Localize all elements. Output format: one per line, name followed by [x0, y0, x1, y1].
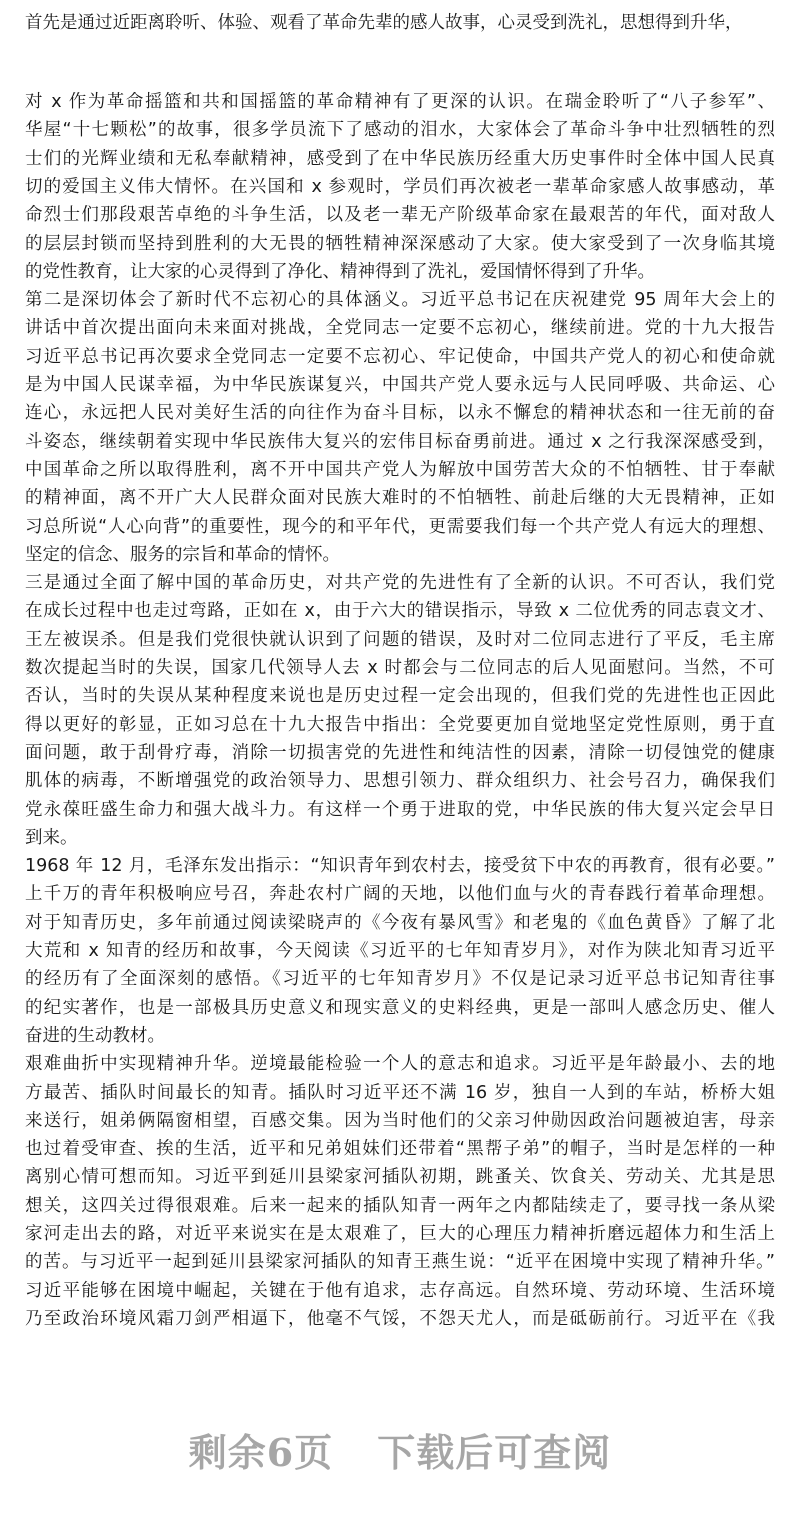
text-line: 的党性教育，让大家的心灵得到了净化、精神得到了洗礼，爱国情怀得到了升华。	[25, 261, 655, 282]
text-line: 奋进的生动教材。	[25, 1025, 165, 1046]
text-line: 离别心情可想而知。习近平到延川县梁家河插队初期，跳蚤关、饮食关、劳动关、尤其是思	[25, 1167, 775, 1188]
text-line: 坚定的信念、服务的宗旨和革命的情怀。	[25, 544, 340, 565]
download-to-view-label: 下载后可查阅	[377, 1430, 612, 1475]
text-line: 否认，当时的失误从某种程度来说也是历史过程一定会出现的，但我们党的先进性也正因此	[25, 686, 775, 707]
intro-line: 首先是通过近距离聆听、体验、观看了革命先辈的感人故事，心灵受到洗礼，思想得到升华，	[25, 13, 743, 33]
text-line: 1968 年 12 月，毛泽东发出指示：“知识青年到农村去，接受贫下中农的再教育，很有必要。”	[25, 856, 775, 877]
text-line: 家河走出去的路，对近平来说实在是太艰难了，巨大的心理压力精神折磨远超体力和生活上	[25, 1224, 775, 1244]
text-line: 的经历有了全面深刻的感悟。《习近平的七年知青岁月》不仅是记录习近平总书记知青往事	[25, 969, 775, 990]
text-line: 对 x 作为革命摇篮和共和国摇篮的革命精神有了更深的认识。在瑞金聆听了“八子参军”、	[25, 92, 775, 112]
text-line: 切的爱国主义伟大情怀。在兴国和 x 参观时，学员们再次被老一辈革命家感人故事感动，革	[25, 176, 775, 197]
text-line: 华屋“十七颗松”的故事，很多学员流下了感动的泪水，大家体会了革命斗争中壮烈牺牲的烈	[25, 120, 775, 141]
text-line: 肌体的病毒，不断增强党的政治领导力、思想引领力、群众组织力、社会号召力，确保我们	[25, 771, 775, 792]
text-line: 想关，这四关过得很艰难。后来一起来的插队知青一两年之内都陆续走了，要寻找一条从梁	[25, 1195, 775, 1216]
text-line: 到来。	[25, 827, 78, 848]
text-line: 是为中国人民谋幸福，为中华民族谋复兴，中国共产党人要永远与人民同呼吸、共命运、心	[25, 375, 775, 395]
text-line: 乃至政治环境风霜刀剑严相逼下，他毫不气馁，不怨天尤人，而是砥砺前行。习近平在《我	[25, 1308, 775, 1329]
text-line: 对于知青历史，多年前通过阅读梁晓声的《今夜有暴风雪》和老鬼的《血色黄昏》了解了北	[25, 912, 775, 933]
text-line: 大荒和 x 知青的经历和故事，今天阅读《习近平的七年知青岁月》，对作为陕北知青习近平	[25, 941, 775, 961]
text-line: 斗姿态，继续朝着实现中华民族伟大复兴的宏伟目标奋勇前进。通过 x 之行我深深感受到，	[25, 431, 775, 452]
text-line: 士们的光辉业绩和无私奉献精神，感受到了在中华民族历经重大历史事件时全体中国人民真	[25, 148, 775, 169]
text-line: 中国革命之所以取得胜利，离不开中国共产党人为解放中国劳苦大众的不怕牺牲、甘于奉献	[25, 459, 775, 480]
remaining-pages-label: 剩余6页	[188, 1430, 334, 1475]
text-line: 习近平能够在困境中崛起，关键在于他有追求，志存高远。自然环境、劳动环境、生活环境	[25, 1280, 775, 1301]
text-line: 党永葆旺盛生命力和强大战斗力。有这样一个勇于进取的党，中华民族的伟大复兴定会早日	[25, 799, 775, 820]
text-line: 三是通过全面了解中国的革命历史，对共产党的先进性有了全新的认识。不可否认，我们党	[25, 573, 775, 594]
text-line: 第二是深切体会了新时代不忘初心的具体涵义。习近平总书记在庆祝建党 95 周年大会上的	[25, 290, 775, 311]
text-line: 数次提起当时的失误，国家几代领导人去 x 时都会与二位同志的后人见面慰问。当然，不可	[25, 658, 775, 678]
text-line: 连心，永远把人民对美好生活的向往作为奋斗目标，以永不懈怠的精神状态和一往无前的奋	[25, 403, 775, 424]
text-line: 来送行，姐弟俩隔窗相望，百感交集。因为当时他们的父亲习仲勋因政治问题被迫害，母亲	[25, 1110, 775, 1131]
text-line: 面问题，敢于刮骨疗毒，消除一切损害党的先进性和纯洁性的因素，清除一切侵蚀党的健康	[25, 742, 775, 763]
text-line: 方最苦、插队时间最长的知青。插队时习近平还不满 16 岁，独自一人到的车站，桥桥大姐	[25, 1082, 775, 1103]
download-prompt[interactable]	[0, 1422, 800, 1477]
text-line: 也过着受审查、挨的生活，近平和兄弟姐妹们还带着“黑帮子弟”的帽子，当时是怎样的一种	[25, 1139, 775, 1160]
text-line: 上千万的青年积极响应号召，奔赴农村广阔的天地，以他们血与火的青春践行着革命理想。	[25, 884, 775, 905]
text-line: 的层层封锁而坚持到胜利的大无畏的牺牲精神深深感动了大家。使大家受到了一次身临其境	[25, 233, 775, 254]
text-line: 的精神面，离不开广大人民群众面对民族大难时的不怕牺牲、前赴后继的大无畏精神，正如	[25, 488, 775, 509]
text-line: 王左被误杀。但是我们党很快就认识到了问题的错误，及时对二位同志进行了平反，毛主席	[25, 629, 775, 650]
text-line: 讲话中首次提出面向未来面对挑战，全党同志一定要不忘初心，继续前进。党的十九大报告	[25, 318, 775, 339]
text-line: 习总所说“人心向背”的重要性，现今的和平年代，更需要我们每一个共产党人有远大的理想、	[25, 516, 775, 537]
text-line: 得以更好的彰显，正如习总在十九大报告中指出：全党要更加自觉地坚定党性原则，勇于直	[25, 714, 775, 735]
text-line: 命烈士们那段艰苦卓绝的斗争生活，以及老一辈无产阶级革命家在最艰苦的年代，面对敌人	[25, 205, 775, 226]
text-line: 在成长过程中也走过弯路，正如在 x，由于六大的错误指示，导致 x 二位优秀的同志袁文才、	[25, 601, 775, 622]
text-line: 的纪实著作，也是一部极具历史意义和现实意义的史料经典，更是一部叫人感念历史、催人	[25, 997, 775, 1018]
text-line: 的苦。与习近平一起到延川县梁家河插队的知青王燕生说：“近平在困境中实现了精神升华。”	[25, 1252, 775, 1273]
text-line: 艰难曲折中实现精神升华。逆境最能检验一个人的意志和追求。习近平是年龄最小、去的地	[25, 1054, 775, 1075]
text-line: 习近平总书记再次要求全党同志一定要不忘初心、牢记使命，中国共产党人的初心和使命就	[25, 346, 775, 367]
